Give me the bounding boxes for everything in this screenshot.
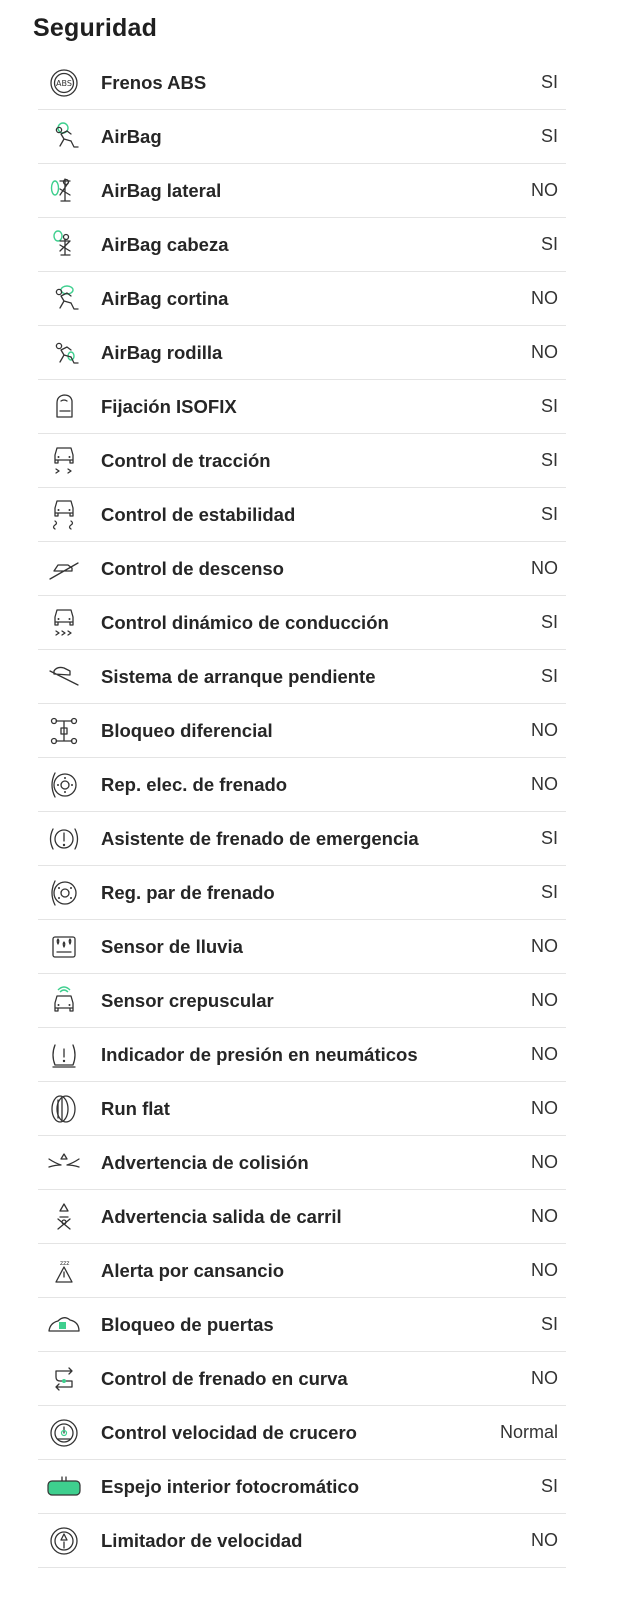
feature-label: AirBag cortina [101,288,229,309]
feature-value: NO [531,1368,558,1388]
feature-row [38,380,566,434]
feature-value: NO [531,558,558,578]
svg-text:zzz: zzz [60,1260,70,1267]
feature-value: SI [540,450,558,470]
feature-value: NO [531,288,558,308]
feature-value: SI [540,666,558,686]
tire-pressure-icon [46,1037,82,1073]
airbag-knee-icon [46,335,82,371]
airbag-front-icon [46,119,82,155]
feature-row [38,812,566,866]
safety-features-list [38,56,566,1568]
feature-row [38,218,566,272]
feature-label: Control de descenso [101,558,284,579]
feature-label: Control de tracción [101,450,271,471]
feature-label: Bloqueo de puertas [101,1314,274,1335]
feature-label: Sensor crepuscular [101,990,274,1011]
feature-value: SI [540,1314,558,1334]
feature-label: AirBag rodilla [101,342,223,363]
speed-limiter-icon [46,1523,82,1559]
feature-value: NO [531,936,558,956]
feature-label: Frenos ABS [101,72,207,93]
feature-label: Advertencia de colisión [101,1152,309,1173]
rain-sensor-icon [46,929,82,965]
dynamic-drive-icon [46,605,82,641]
feature-row [38,1244,566,1298]
feature-value: NO [531,774,558,794]
feature-label: Alerta por cansancio [101,1260,285,1281]
feature-label: Run flat [101,1098,170,1119]
feature-row [38,488,566,542]
door-lock-icon [46,1307,82,1343]
feature-row [38,866,566,920]
fatigue-alert-icon [46,1253,82,1289]
feature-row [38,542,566,596]
feature-value: NO [531,180,558,200]
feature-row [38,434,566,488]
feature-value: SI [540,396,558,416]
feature-label: Sensor de lluvia [101,936,243,957]
feature-value: NO [531,1098,558,1118]
feature-value: NO [531,1260,558,1280]
airbag-curtain-icon [46,281,82,317]
feature-value: SI [540,234,558,254]
feature-row [38,596,566,650]
feature-value: NO [531,990,558,1010]
airbag-head-icon [46,227,82,263]
feature-label: Bloqueo diferencial [101,720,273,741]
feature-row [38,110,566,164]
cruise-control-icon [46,1415,82,1451]
feature-row [38,56,566,110]
airbag-side-icon [46,173,82,209]
feature-row [38,920,566,974]
photochromic-mirror-icon [46,1469,82,1505]
feature-label: AirBag cabeza [101,234,229,255]
feature-label: Advertencia salida de carril [101,1206,342,1227]
differential-lock-icon [46,713,82,749]
feature-row [38,1406,566,1460]
feature-value: NO [531,342,558,362]
stability-control-icon [46,497,82,533]
feature-row [38,326,566,380]
feature-label: Control de frenado en curva [101,1368,348,1389]
feature-label: Control dinámico de conducción [101,612,389,633]
feature-value: SI [540,882,558,902]
feature-value: SI [540,126,558,146]
feature-row [38,1028,566,1082]
feature-row [38,758,566,812]
feature-value: NO [531,1530,558,1550]
feature-value: SI [540,1476,558,1496]
curve-brake-icon [46,1361,82,1397]
feature-label: AirBag [101,126,162,147]
child-seat-icon [46,389,82,425]
feature-value: SI [540,72,558,92]
abs-icon [46,65,82,101]
feature-row [38,1298,566,1352]
feature-label: Reg. par de frenado [101,882,275,903]
feature-row [38,1082,566,1136]
hill-descent-icon [46,551,82,587]
feature-row [38,1352,566,1406]
run-flat-tire-icon [46,1091,82,1127]
feature-value: SI [540,504,558,524]
feature-label: Asistente de frenado de emergencia [101,828,419,849]
feature-value: NO [531,1206,558,1226]
feature-label: Sistema de arranque pendiente [101,666,376,687]
feature-value: SI [540,828,558,848]
section-title: Seguridad [33,14,158,42]
feature-row [38,650,566,704]
feature-row [38,1190,566,1244]
feature-row [38,974,566,1028]
feature-label: Control de estabilidad [101,504,296,525]
emergency-brake-icon [46,821,82,857]
feature-label: Limitador de velocidad [101,1530,303,1551]
feature-label: AirBag lateral [101,180,222,201]
feature-row [38,1136,566,1190]
feature-value: NO [531,720,558,740]
feature-row [38,1460,566,1514]
feature-label: Fijación ISOFIX [101,396,237,417]
collision-warning-icon [46,1145,82,1181]
light-sensor-icon [46,983,82,1019]
feature-label: Rep. elec. de frenado [101,774,288,795]
feature-row [38,272,566,326]
feature-row [38,704,566,758]
feature-value: NO [531,1044,558,1064]
hill-start-icon [46,659,82,695]
feature-row [38,1514,566,1568]
feature-value: SI [540,612,558,632]
lane-departure-icon [46,1199,82,1235]
feature-label: Control velocidad de crucero [101,1422,357,1443]
feature-label: Espejo interior fotocromático [101,1476,360,1497]
feature-value: Normal [499,1422,558,1442]
feature-value: NO [531,1152,558,1172]
traction-control-icon [46,443,82,479]
brake-distribution-icon [46,767,82,803]
feature-row [38,164,566,218]
feature-label: Indicador de presión en neumáticos [101,1044,418,1065]
brake-torque-icon [46,875,82,911]
svg-text:ABS: ABS [56,79,72,88]
